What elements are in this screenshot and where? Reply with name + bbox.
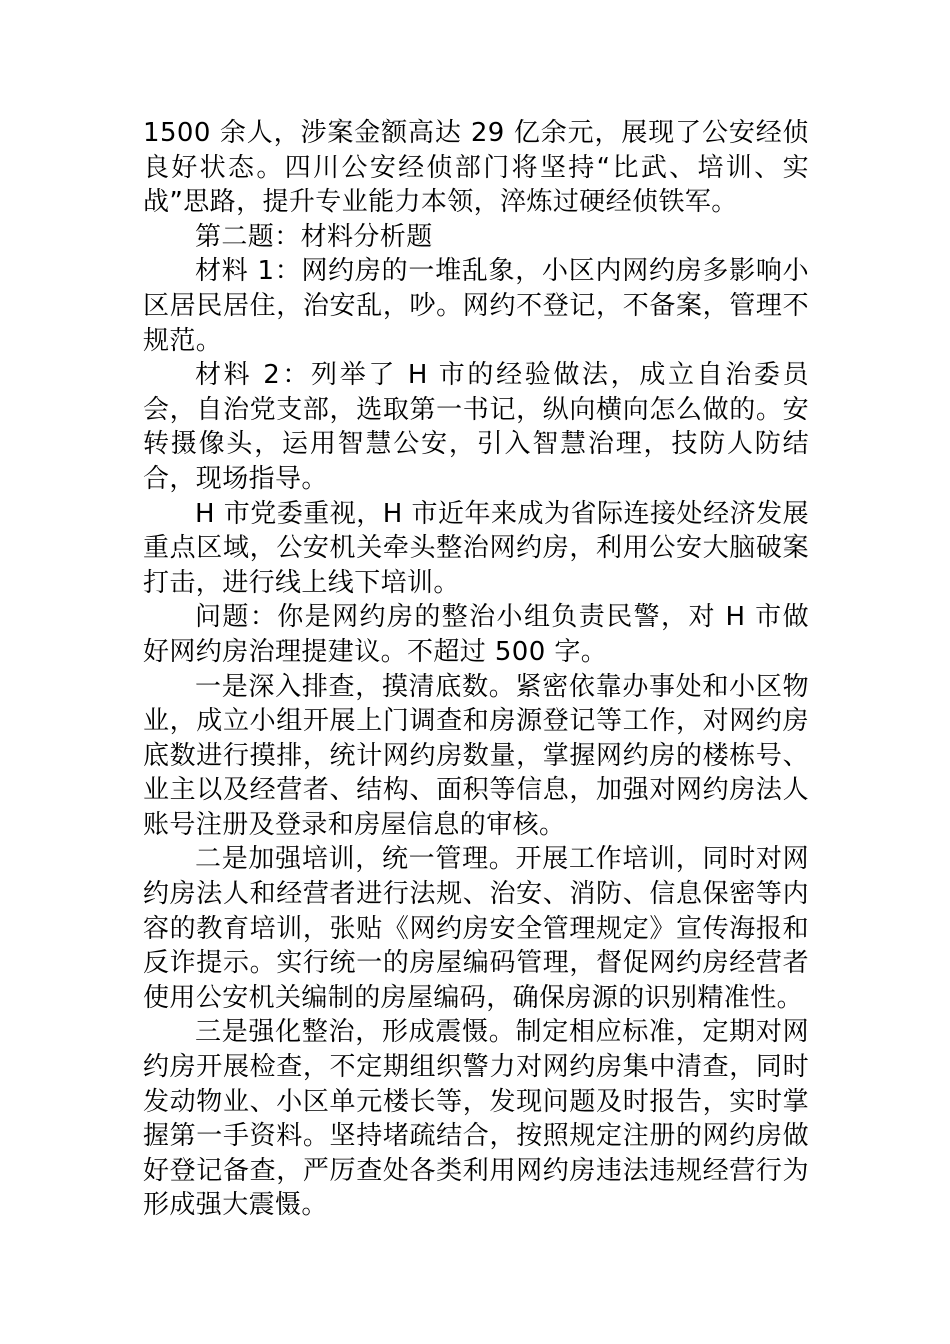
paragraph-answer-2: 二是加强培训，统一管理。开展工作培训，同时对网约房法人和经营者进行法规、治安、消防、信息保密等内容的教育培训，张贴《网约房安全管理规定》宣传海报和反诈提示。实行统一的房屋编码管理，督促网约房经营者使用公安机关编制的房屋编码，确保房源的识别精准性。	[143, 844, 809, 1013]
paragraph-answer-3: 三是强化整治，形成震慑。制定相应标准，定期对网约房开展检查，不定期组织警力对网约房集中清查，同时发动物业、小区单元楼长等，发现问题及时报告，实时掌握第一手资料。坚持堵疏结合，按照规定注册的网约房做好登记备查，严厉查处各类利用网约房违法违规经营行为形成强大震慑。	[143, 1017, 809, 1221]
paragraph-material-1: 材料 1：网约房的一堆乱象，小区内网约房多影响小区居民居住，治安乱，吵。网约不登记，不备案，管理不规范。	[143, 256, 809, 356]
paragraph-continuation: 1500 余人，涉案金额高达 29 亿余元，展现了公安经侦良好状态。四川公安经侦部门将坚持“比武、培训、实战”思路，提升专业能力本领，淬炼过硬经侦铁军。	[143, 118, 809, 218]
document-body	[143, 116, 809, 1223]
paragraph-material-2: 材料 2：列举了 H 市的经验做法，成立自治委员会，自治党支部，选取第一书记，纵向横向怎么做的。安转摄像头，运用智慧公安，引入智慧治理，技防人防结合，现场指导。	[143, 360, 809, 494]
section-heading-question-2: 第二题：材料分析题	[195, 221, 433, 252]
paragraph-h-city: H 市党委重视，H 市近年来成为省际连接处经济发展重点区域，公安机关牵头整治网约房，利用公安大脑破案打击，进行线上线下培训。	[143, 498, 809, 598]
paragraph-question: 问题：你是网约房的整治小组负责民警，对 H 市做好网约房治理提建议。不超过 500 字。	[143, 602, 809, 667]
paragraph-answer-1: 一是深入排查，摸清底数。紧密依靠办事处和小区物业，成立小组开展上门调查和房源登记等工作，对网约房底数进行摸排，统计网约房数量，掌握网约房的楼栋号、业主以及经营者、结构、面积等信息，加强对网约房法人账号注册及登录和房屋信息的审核。	[143, 671, 809, 840]
